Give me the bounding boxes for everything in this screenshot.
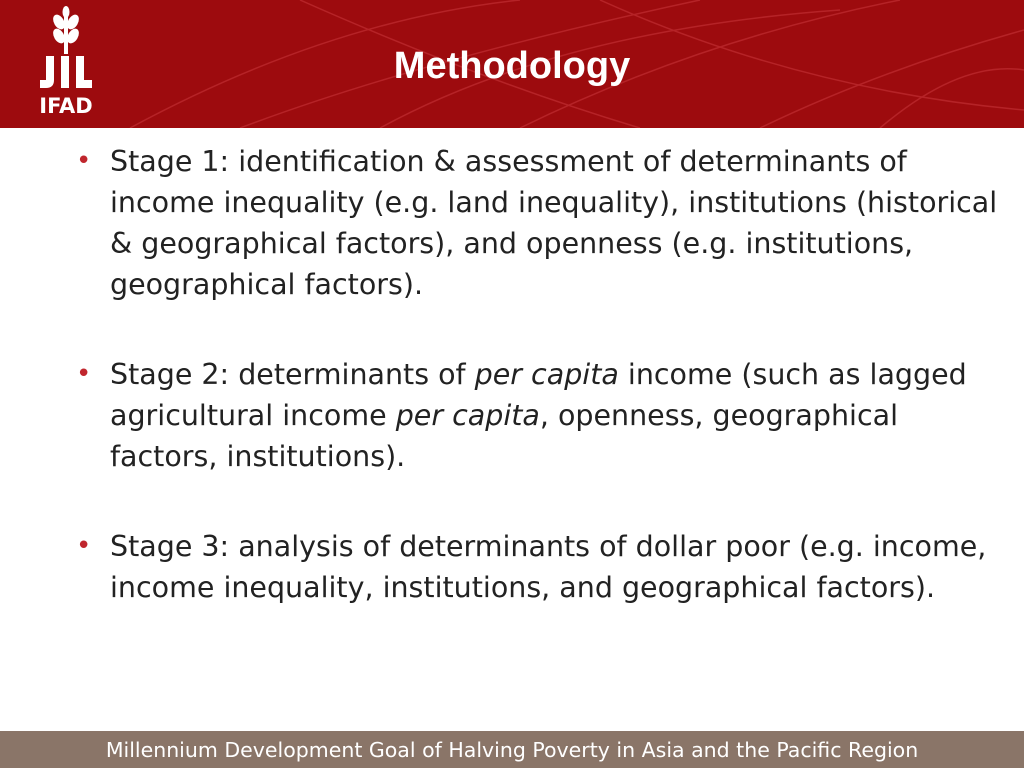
slide-title: Methodology (393, 45, 631, 87)
bullet-dot-icon: • (76, 531, 92, 561)
bullet-item (68, 526, 998, 608)
bullet-dot-icon: • (76, 359, 92, 389)
bullet-text: , openness, geographical factors, institutions). (110, 399, 898, 473)
bullet-text: income (such as lagged agricultural income (110, 358, 967, 432)
header-bar (0, 0, 1024, 128)
bullet-text-italic: per capita (474, 358, 619, 391)
bullet-text: Stage 2: determinants of (110, 358, 475, 391)
bullet-text: Stage 3: analysis of determinants of dollar poor (e.g. income, income inequality, institutions, and geographical factors). (110, 530, 987, 604)
bullet-item (68, 141, 998, 305)
footer-text: Millennium Development Goal of Halving Poverty in Asia and the Pacific Region (105, 738, 919, 762)
bullet-text-italic: per capita (395, 399, 540, 432)
bullet-dot-icon: • (76, 146, 92, 176)
bullet-list (68, 141, 998, 657)
bullet-item (68, 354, 998, 477)
bullet-text: Stage 1: identification & assessment of determinants of income inequality (e.g. land inequality), institutions (historical & geographical factors), and openness (e.g. institutions, geographical factors). (110, 145, 998, 301)
logo-text: IFAD (39, 94, 93, 118)
footer-bar (0, 731, 1024, 768)
